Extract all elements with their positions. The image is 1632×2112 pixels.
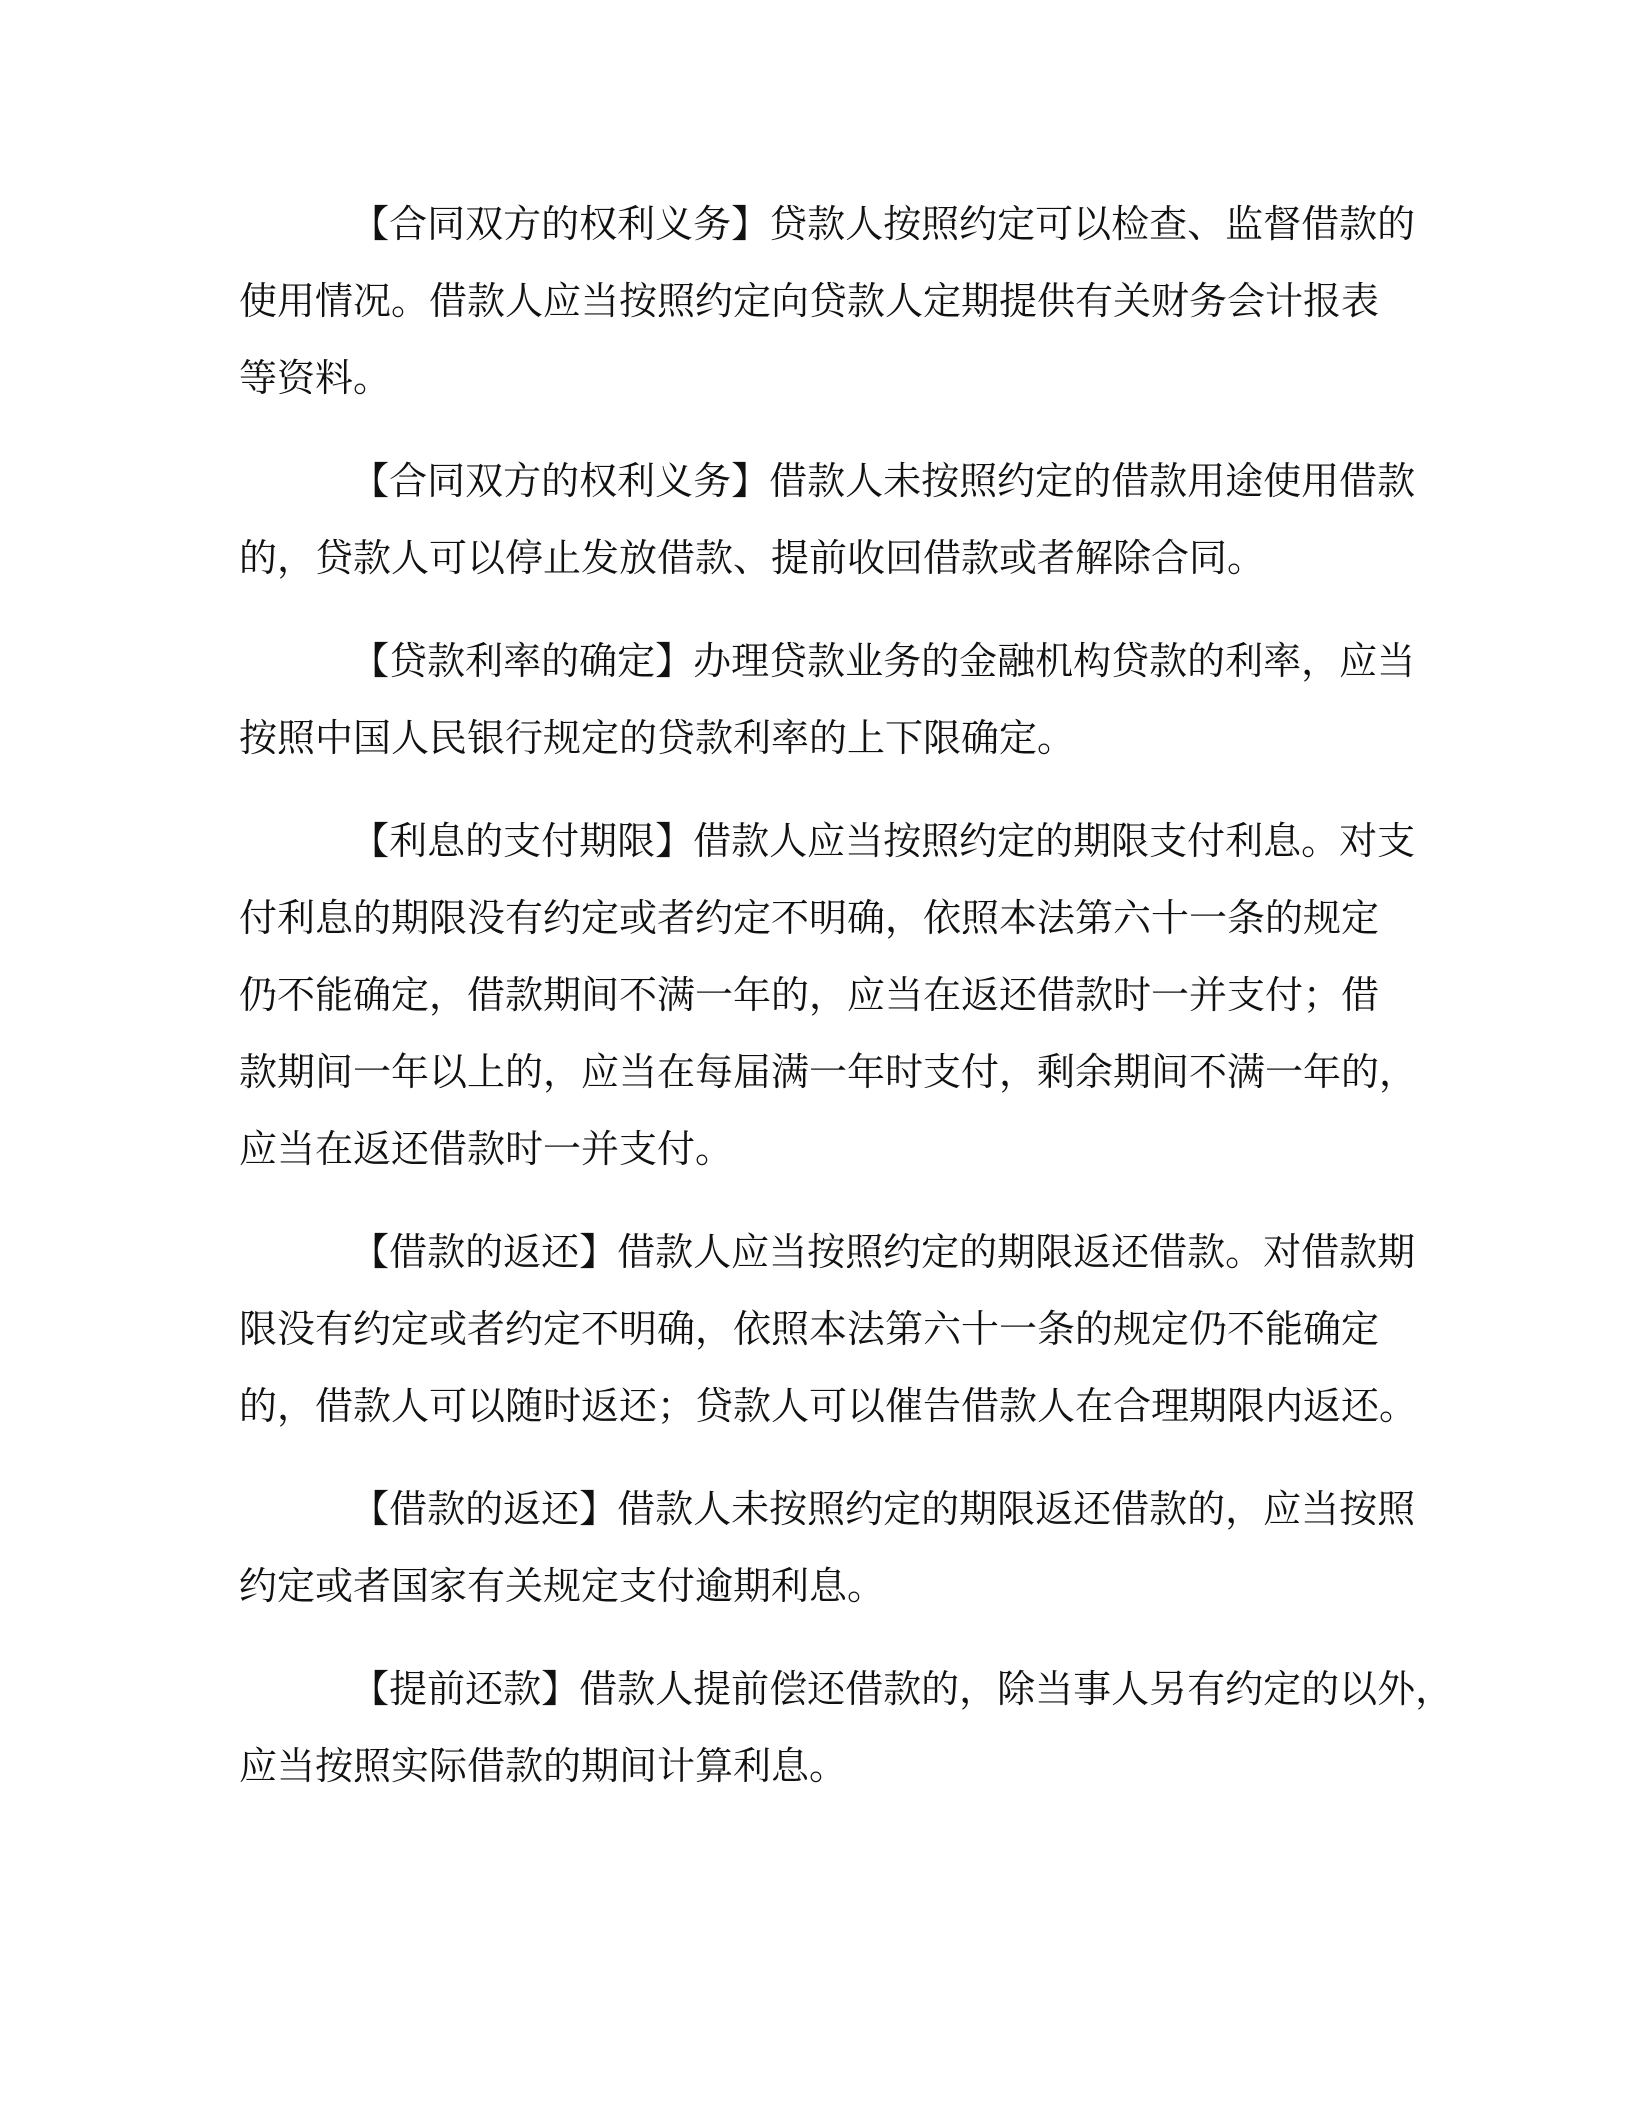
paragraph-interest-payment-term bbox=[239, 803, 1418, 1188]
paragraph-line bbox=[239, 623, 1416, 700]
paragraph-line: 款期间一年以上的，应当在每届满一年时支付，剩余期间不满一年的， bbox=[239, 1050, 1418, 1094]
paragraph-line: 仍不能确定，借款期间不满一年的，应当在返还借款时一并支付；借 bbox=[239, 973, 1380, 1017]
section-heading: 【借款的返还】 bbox=[351, 1230, 618, 1274]
paragraph-loan-repayment-1 bbox=[239, 1214, 1418, 1445]
paragraph-text: 借款人提前偿还借款的，除当事人另有约定的以外， bbox=[579, 1667, 1454, 1711]
paragraph-line bbox=[239, 1651, 1454, 1728]
section-heading: 【提前还款】 bbox=[351, 1667, 580, 1711]
paragraph-line: 使用情况。借款人应当按照约定向贷款人定期提供有关财务会计报表 bbox=[239, 279, 1380, 323]
section-heading: 【合同双方的权利义务】 bbox=[351, 202, 770, 246]
paragraph-rights-obligations-2 bbox=[239, 443, 1416, 597]
paragraph-line: 约定或者国家有关规定支付逾期利息。 bbox=[239, 1564, 886, 1608]
paragraph-text: 借款人未按照约定的期限返还借款的，应当按照 bbox=[617, 1487, 1416, 1531]
document-body bbox=[239, 186, 1454, 1831]
section-heading: 【利息的支付期限】 bbox=[351, 819, 694, 863]
paragraph-line: 应当按照实际借款的期间计算利息。 bbox=[239, 1744, 848, 1788]
paragraph-text: 借款人应当按照约定的期限支付利息。对支 bbox=[693, 819, 1416, 863]
paragraph-text: 借款人未按照约定的借款用途使用借款 bbox=[769, 459, 1416, 503]
paragraph-line: 限没有约定或者约定不明确，依照本法第六十一条的规定仍不能确定 bbox=[239, 1307, 1380, 1351]
paragraph-text: 办理贷款业务的金融机构贷款的利率，应当 bbox=[693, 639, 1416, 683]
paragraph-early-repayment bbox=[239, 1651, 1454, 1805]
paragraph-line bbox=[239, 1214, 1416, 1291]
paragraph-line bbox=[239, 803, 1416, 880]
paragraph-rights-obligations-1 bbox=[239, 186, 1416, 417]
paragraph-line bbox=[239, 186, 1416, 263]
paragraph-line: 的，借款人可以随时返还；贷款人可以催告借款人在合理期限内返还。 bbox=[239, 1384, 1418, 1428]
paragraph-text: 借款人应当按照约定的期限返还借款。对借款期 bbox=[617, 1230, 1416, 1274]
paragraph-line bbox=[239, 1471, 1416, 1548]
section-heading: 【合同双方的权利义务】 bbox=[351, 459, 770, 503]
paragraph-line: 应当在返还借款时一并支付。 bbox=[239, 1127, 734, 1171]
paragraph-loan-repayment-2 bbox=[239, 1471, 1416, 1625]
paragraph-line: 付利息的期限没有约定或者约定不明确，依照本法第六十一条的规定 bbox=[239, 896, 1380, 940]
paragraph-line: 等资料。 bbox=[239, 356, 392, 400]
paragraph-interest-rate bbox=[239, 623, 1416, 777]
section-heading: 【借款的返还】 bbox=[351, 1487, 618, 1531]
paragraph-line: 按照中国人民银行规定的贷款利率的上下限确定。 bbox=[239, 716, 1076, 760]
paragraph-line bbox=[239, 443, 1416, 520]
paragraph-line: 的，贷款人可以停止发放借款、提前收回借款或者解除合同。 bbox=[239, 536, 1266, 580]
section-heading: 【贷款利率的确定】 bbox=[351, 639, 694, 683]
paragraph-text: 贷款人按照约定可以检查、监督借款的 bbox=[769, 202, 1416, 246]
